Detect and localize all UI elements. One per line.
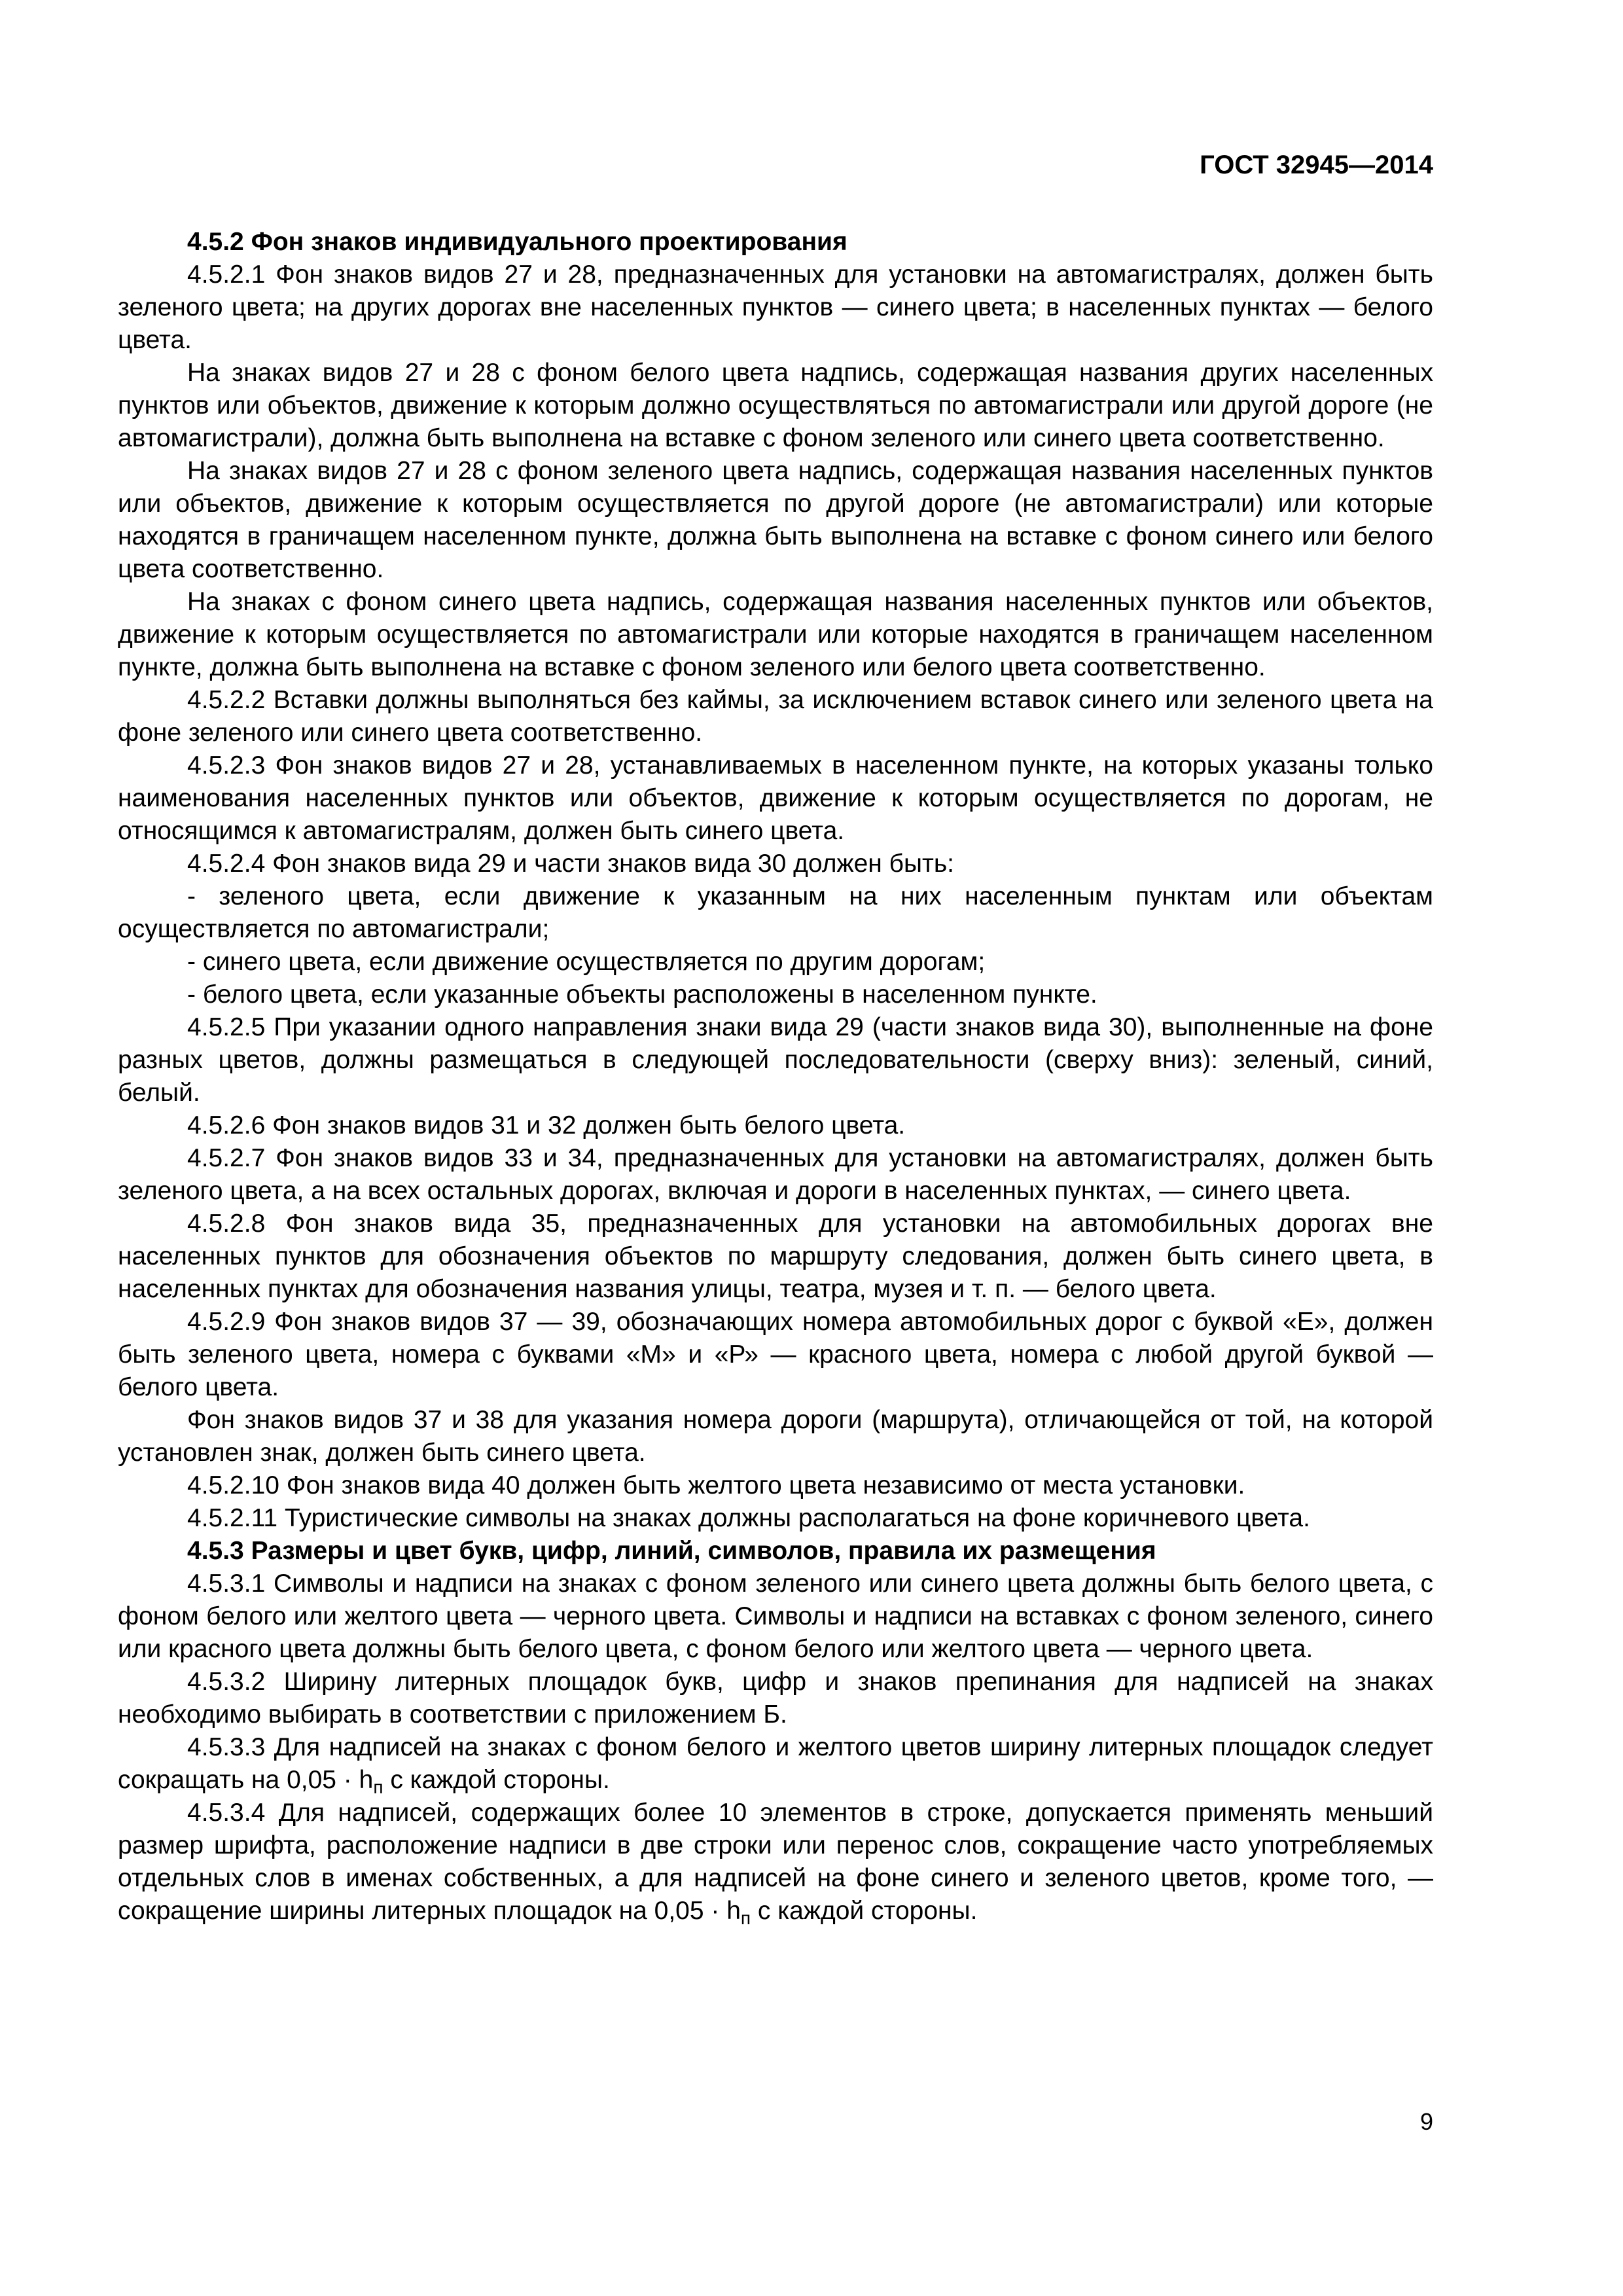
text-run: 4.5.3.4 Для надписей, содержащих более 10 элементов в строке, допускается применять меньший размер шрифта, расположение надписи в две строки или перенос слов, сокращение часто употребляемых отдельных слов в именах собственных, а для надписей на фоне синего и зеленого цветов, кроме того, — сокращение ширины литерных площадок на 0,05 · h bbox=[118, 1799, 1433, 1925]
text-run: с каждой стороны. bbox=[751, 1897, 978, 1925]
paragraph: 4.5.2.8 Фон знаков вида 35, предназначенных для установки на автомобильных дорогах вне населенных пунктов для обозначения объектов по маршруту следования, должен быть синего цвета, в населенных пунктах для обозначения названия улицы, театра, музея и т. п. — белого цвета. bbox=[118, 1210, 1433, 1303]
list-item: - синего цвета, если движение осуществляется по другим дорогам; bbox=[187, 948, 986, 976]
subscript: п bbox=[373, 1777, 383, 1797]
paragraph: На знаках видов 27 и 28 с фоном белого цвета надпись, содержащая названия других населенных пунктов или объектов, движение к которым должно осуществляться по автомагистрали или другой дороге (не автомагистрали), должна быть выполнена на вставке с фоном зеленого или синего цвета соответственно. bbox=[118, 359, 1433, 452]
paragraph: 4.5.3.1 Символы и надписи на знаках с фоном зеленого или синего цвета должны быть белого цвета, с фоном белого или желтого цвета — черного цвета. Символы и надписи на вставках с фоном зеленого, синего или красного цвета должны быть белого цвета, с фоном белого или желтого цвета — черного цвета. bbox=[118, 1570, 1433, 1663]
paragraph: 4.5.2.11 Туристические символы на знаках должны располагаться на фоне коричневого цвета. bbox=[187, 1504, 1310, 1532]
paragraph: 4.5.2.7 Фон знаков видов 33 и 34, предназначенных для установки на автомагистралях, должен быть зеленого цвета, а на всех остальных дорогах, включая и дороги в населенных пунктах, — синего цвета. bbox=[118, 1144, 1433, 1205]
document-body bbox=[118, 226, 1433, 1928]
paragraph: 4.5.2.10 Фон знаков вида 40 должен быть желтого цвета независимо от места установки. bbox=[187, 1471, 1245, 1499]
list-item: - белого цвета, если указанные объекты расположены в населенном пункте. bbox=[187, 980, 1097, 1009]
paragraph: На знаках видов 27 и 28 с фоном зеленого цвета надпись, содержащая названия населенных пунктов или объектов, движение к которым осуществляется по другой дороге (не автомагистрали) или которые находятся в граничащем населенном пункте, должна быть выполнена на вставке с фоном синего или белого цвета соответственно. bbox=[118, 457, 1433, 583]
paragraph: 4.5.2.2 Вставки должны выполняться без каймы, за исключением вставок синего или зеленого цвета на фоне зеленого или синего цвета соответственно. bbox=[118, 686, 1433, 747]
paragraph: 4.5.2.3 Фон знаков видов 27 и 28, устанавливаемых в населенном пункте, на которых указаны только наименования населенных пунктов или объектов, движение к которым осуществляется по дорогам, не относящимся к автомагистралям, должен быть синего цвета. bbox=[118, 751, 1433, 845]
paragraph: 4.5.2.4 Фон знаков вида 29 и части знаков вида 30 должен быть: bbox=[187, 850, 955, 878]
section-heading: 4.5.3 Размеры и цвет букв, цифр, линий, символов, правила их размещения bbox=[187, 1537, 1156, 1565]
paragraph: 4.5.3.2 Ширину литерных площадок букв, цифр и знаков препинания для надписей на знаках необходимо выбирать в соответствии с приложением Б. bbox=[118, 1668, 1433, 1729]
document-code: ГОСТ 32945—2014 bbox=[1200, 151, 1433, 179]
paragraph-with-subscript bbox=[118, 1731, 1433, 1797]
text-run: с каждой стороны. bbox=[383, 1766, 610, 1794]
text-run: 4.5.3.3 Для надписей на знаках с фоном белого и желтого цветов ширину литерных площадок следует сокращать на 0,05 · h bbox=[118, 1733, 1433, 1794]
paragraph: 4.5.2.1 Фон знаков видов 27 и 28, предназначенных для установки на автомагистралях, должен быть зеленого цвета; на других дорогах вне населенных пунктов — синего цвета; в населенных пунктах — белого цвета. bbox=[118, 260, 1433, 354]
paragraph: Фон знаков видов 37 и 38 для указания номера дороги (маршрута), отличающейся от той, на которой установлен знак, должен быть синего цвета. bbox=[118, 1406, 1433, 1467]
paragraph: 4.5.2.5 При указании одного направления знаки вида 29 (части знаков вида 30), выполненные на фоне разных цветов, должны размещаться в следующей последовательности (сверху вниз): зеленый, синий, белый. bbox=[118, 1013, 1433, 1107]
list-item: - зеленого цвета, если движение к указанным на них населенным пунктам или объектам осуществляется по автомагистрали; bbox=[118, 882, 1433, 943]
subscript: п bbox=[740, 1908, 751, 1928]
page-number: 9 bbox=[1419, 2108, 1433, 2135]
section-heading: 4.5.2 Фон знаков индивидуального проектирования bbox=[187, 228, 847, 256]
paragraph: 4.5.2.9 Фон знаков видов 37 — 39, обозначающих номера автомобильных дорог с буквой «Е», должен быть зеленого цвета, номера с буквами «М» и «Р» — красного цвета, номера с любой другой буквой — белого цвета. bbox=[118, 1308, 1433, 1401]
paragraph-with-subscript bbox=[118, 1797, 1433, 1928]
paragraph: На знаках с фоном синего цвета надпись, содержащая названия населенных пунктов или объектов, движение к которым осуществляется по автомагистрали или которые находятся в граничащем населенном пункте, должна быть выполнена на вставке с фоном зеленого или белого цвета соответственно. bbox=[118, 588, 1433, 681]
paragraph: 4.5.2.6 Фон знаков видов 31 и 32 должен быть белого цвета. bbox=[187, 1111, 906, 1139]
